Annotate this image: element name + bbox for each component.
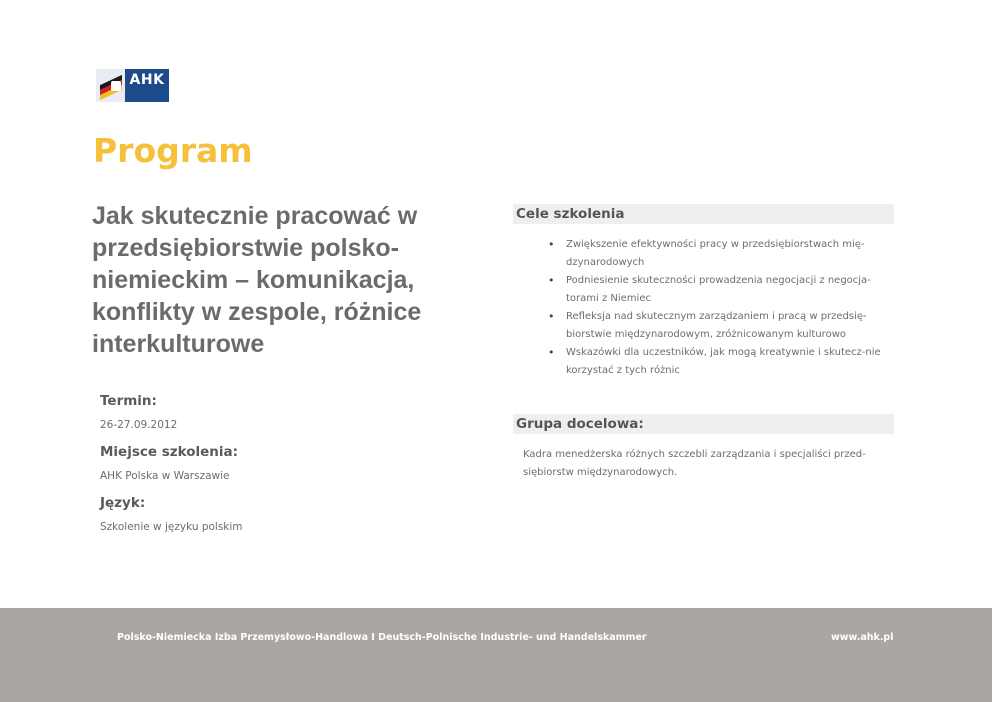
footer-url[interactable]: www.ahk.pl: [831, 632, 894, 643]
logo-text: AHK: [125, 69, 169, 102]
program-title: Program: [93, 131, 253, 170]
cele-header: Cele szkolenia: [513, 204, 894, 224]
termin-value: 26-27.09.2012: [100, 419, 178, 431]
audience-text: Kadra menedżerska różnych szczebli zarządzania i specjaliści przed-siębiorstw międzynarodowych.: [523, 449, 866, 478]
footer: [0, 608, 992, 702]
goals-list: [548, 236, 888, 380]
training-details: [100, 393, 430, 546]
grupa-header: Grupa docelowa:: [513, 414, 894, 434]
list-item: • Refleksja nad skutecznym zarządzaniem i pracą w przedsię-biorstwie międzynarodowym, zróżnicowanym kulturowo: [548, 308, 888, 344]
flag-icon: [96, 69, 125, 102]
miejsce-value: AHK Polska w Warszawie: [100, 470, 230, 482]
termin-label: Termin:: [100, 393, 157, 409]
list-item: • Podniesienie skuteczności prowadzenia negocjacji z negocja-torami z Niemiec: [548, 272, 888, 308]
list-item: • Zwiększenie efektywności pracy w przedsiębiorstwach mię-dzynarodowych: [548, 236, 888, 272]
jezyk-value: Szkolenie w języku polskim: [100, 521, 243, 533]
footer-text: Polsko-Niemiecka Izba Przemysłowo-Handlowa I Deutsch-Polnische Industrie- und Handelskammer: [117, 632, 647, 643]
miejsce-label: Miejsce szkolenia:: [100, 444, 239, 460]
training-title: Jak skutecznie pracować w przedsiębiorstwie polsko-niemieckim – komunikacja, konflikty w zespole, różnice interkulturowe: [92, 202, 422, 358]
ahk-logo: [96, 69, 169, 102]
list-item: • Wskazówki dla uczestników, jak mogą kreatywnie i skutecz-nie korzystać z tych różnic: [548, 344, 888, 380]
jezyk-label: Język:: [100, 495, 146, 511]
